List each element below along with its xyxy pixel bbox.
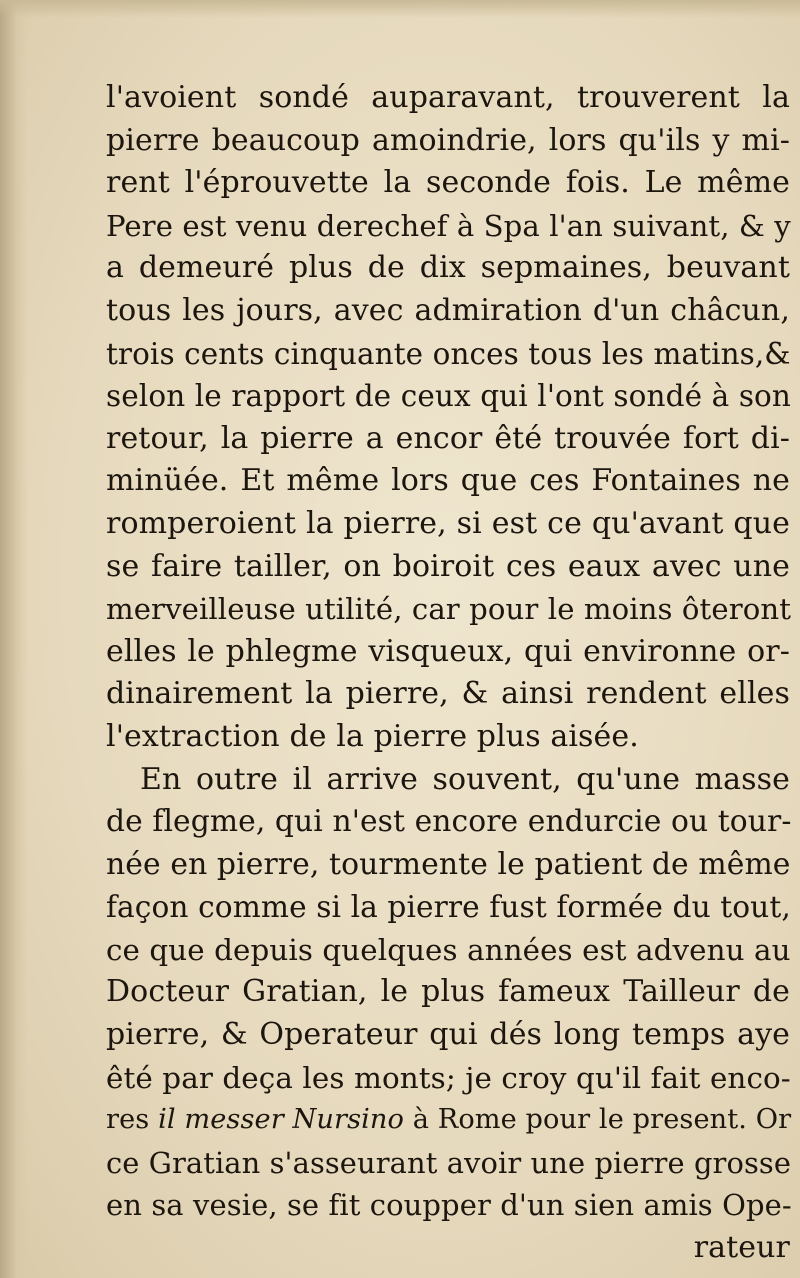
line-start: res [106,1104,159,1136]
text-line: pierre beaucoup amoindrie, lors qu'ils y mi- [106,122,790,158]
text-line: trois cents cinquante onces tous les matins,& [106,336,791,371]
text-line: de flegme, qui n'est encore endurcie ou tour- [106,804,792,840]
text-line: tous les jours, avec admiration d'un châcun, [106,292,790,328]
text-line: née en pierre, tourmente le patient de même [106,846,791,882]
text-line-with-italic [106,1099,790,1142]
text-line: Docteur Gratian, le plus fameux Tailleur de [106,974,790,1010]
page-gutter-shadow [0,0,28,1278]
catchword: rateur [693,1230,790,1266]
text-line: elles le phlegme visqueux, qui environne or- [106,633,790,669]
text-line: retour, la pierre a encor êté trouvée fort di- [106,420,790,456]
text-line: dinairement la pierre, & ainsi rendent elles [106,676,790,712]
line-end: à Rome pour le present. Or [403,1104,792,1136]
text-line: façon comme si la pierre fust formée du tout, [106,890,791,925]
body-text [106,77,790,1270]
text-line: a demeuré plus de dix sepmaines, beuvant [106,250,790,286]
text-line: minüée. Et même lors que ces Fontaines ne [106,463,790,499]
text-line: Pere est venu derechef à Spa l'an suivant, & y [106,208,791,243]
paragraph-end-line: l'extraction de la pierre plus aisée. [106,718,639,754]
text-line: êté par deça les monts; je croy qu'il fait enco- [106,1060,791,1095]
text-line: en sa vesie, se fit coupper d'un sien amis Ope- [106,1188,792,1223]
text-line: l'avoient sondé auparavant, trouverent la [106,80,790,115]
text-line: romperoient la pierre, si est ce qu'avant que [106,505,790,541]
paragraph-start-line: En outre il arrive souvent, qu'une masse [140,761,790,797]
page-top-edge [0,0,800,18]
text-line: se faire tailler, on boiroit ces eaux avec une [106,548,790,584]
text-line: ce que depuis quelques années est advenu au [106,932,791,967]
text-line: pierre, & Operateur qui dés long temps aye [106,1017,790,1053]
text-line: ce Gratian s'asseurant avoir une pierre grosse [106,1145,792,1180]
italic-name: il messer Nursino [158,1104,404,1136]
text-line: merveilleuse utilité, car pour le moins ôteront [106,592,792,627]
text-line: rent l'éprouvette la seconde fois. Le même [106,165,790,201]
text-line: selon le rapport de ceux qui l'ont sondé à son [106,379,792,414]
